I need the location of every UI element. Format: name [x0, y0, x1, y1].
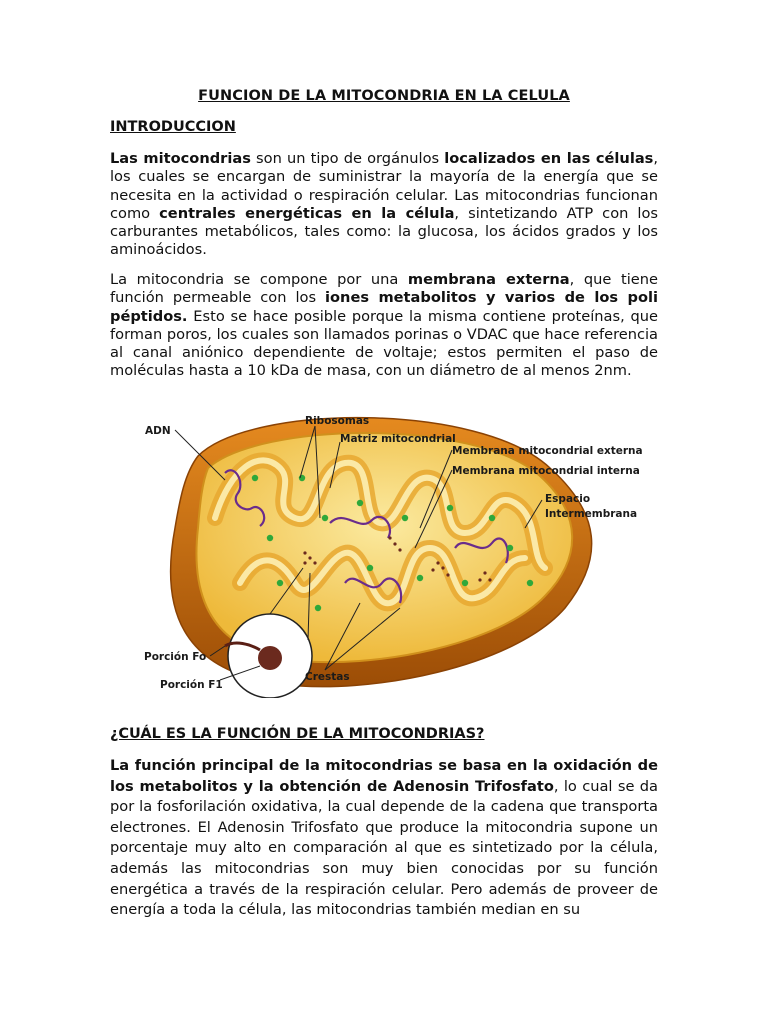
bold-text: centrales energéticas en la célula [159, 204, 455, 222]
label-membrana-externa: Membrana mitocondrial externa [452, 445, 643, 457]
text-run: son un tipo de orgánulos [250, 150, 445, 167]
bold-text: Las mitocondrias [110, 150, 251, 167]
bold-text: membrana externa [407, 271, 570, 288]
label-adn: ADN [145, 425, 171, 437]
paragraph-membrana [110, 271, 658, 381]
document-title: FUNCION DE LA MITOCONDRIA EN LA CELULA [198, 88, 570, 104]
paragraph-intro [110, 150, 658, 260]
bold-text: iones metabolitos y varios de los poli péptidos. [110, 289, 658, 325]
label-porcion-fo: Porción Fo [144, 651, 207, 663]
label-membrana-interna: Membrana mitocondrial interna [452, 465, 640, 477]
label-espacio: Espacio [545, 493, 591, 505]
text-run: Esto se hace posible porque la misma contiene proteínas, que forman poros, los cuales son llamados porinas o VDAC que hace referencia al canal aniónico dependiente de voltaje; estos permiten el paso de moléculas hasta a 10 kDa de masa, con un diámetro de al menos 2nm. [110, 307, 658, 380]
mitochondria-diagram [120, 408, 650, 698]
label-porcion-f1: Porción F1 [160, 679, 223, 691]
text-run: , los cuales se encargan de suministrar la mayoría de la energía que se necesita en la actividad o respiración celular. Las mitocondrias funcionan como [110, 150, 658, 222]
bold-text: La función principal de la mitocondrias se basa en la oxidación de los metabolitos y la obtención de Adenosin Trifosfato [110, 757, 658, 795]
text-run: , lo cual se da por la fosforilación oxidativa, la cual depende de la cadena que transporta electrones. El Adenosin Trifosfato que produce la mitocondria supone un porcentaje muy alto en comparación al que es sintetizado por la célula, además las mitocondrias son muy bien conocidas por su función energética a través de la respiración celular. Pero además de proveer de energía a toda la célula, las mitocondrias también median en su [110, 777, 658, 919]
text-run: , sintetizando ATP con los carburantes metabólicos, tales como: la glucosa, los ácidos grados y los aminoácidos. [110, 204, 658, 259]
text-run: , que tiene función permeable con los [110, 271, 658, 307]
bold-text: localizados en las células [444, 150, 654, 167]
label-ribosomas: Ribosomas [305, 415, 370, 427]
heading-funcion: ¿CUÁL ES LA FUNCIÓN DE LA MITOCONDRIAS? [110, 726, 485, 742]
text-run: La mitocondria se compone por una [110, 271, 408, 288]
label-crestas: Crestas [305, 671, 350, 683]
label-intermembrana: Intermembrana [545, 508, 638, 520]
heading-introduccion: INTRODUCCION [110, 119, 236, 135]
paragraph-funcion [110, 756, 658, 921]
label-matriz: Matriz mitocondrial [340, 433, 456, 445]
